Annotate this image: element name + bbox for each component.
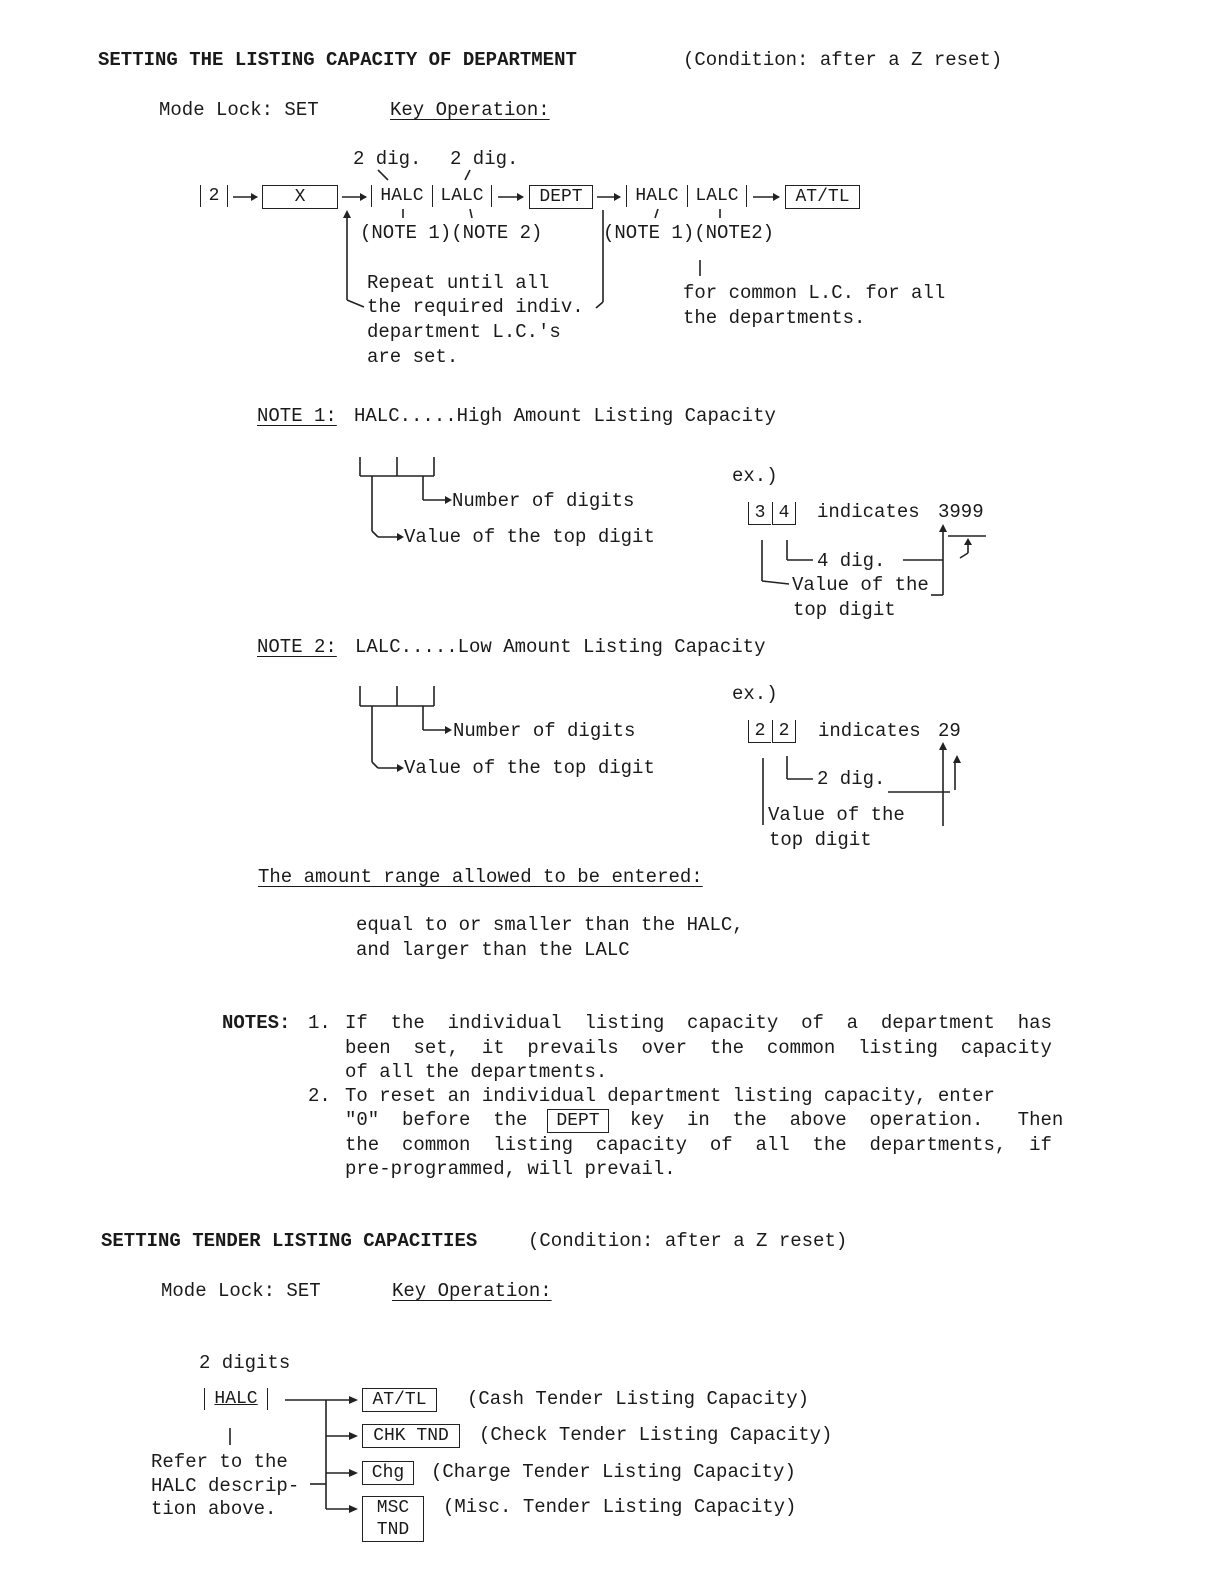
note1-number-of-digits: Number of digits bbox=[452, 490, 635, 512]
section2-refer-line: HALC descrip- bbox=[151, 1475, 300, 1497]
note1-ex-key-a: 3 bbox=[748, 502, 771, 525]
key-attl: AT/TL bbox=[785, 185, 860, 209]
section1-title: SETTING THE LISTING CAPACITY OF DEPARTMENT bbox=[98, 49, 577, 71]
notes-1-line: been set, it prevails over the common listing capacity bbox=[345, 1037, 1052, 1059]
tender-desc-cash: (Cash Tender Listing Capacity) bbox=[467, 1388, 810, 1410]
tender-key-misc bbox=[362, 1496, 424, 1542]
section1-condition: (Condition: after a Z reset) bbox=[683, 49, 1003, 71]
note2-indicates: indicates bbox=[818, 720, 921, 742]
note1-ex-key-b: 4 bbox=[772, 502, 796, 525]
key-2: 2 bbox=[200, 185, 228, 207]
section2-refer-line: tion above. bbox=[151, 1498, 277, 1520]
notes-2-dept-key: DEPT bbox=[547, 1109, 609, 1133]
note-ref-2: (NOTE 1)(NOTE2) bbox=[603, 222, 775, 244]
key-halc-2: HALC bbox=[626, 185, 688, 207]
note1-indicates: indicates bbox=[817, 501, 920, 523]
section2-key-operation: Key Operation: bbox=[392, 1280, 552, 1302]
note1-top-digit: top digit bbox=[793, 599, 896, 621]
section2-title: SETTING TENDER LISTING CAPACITIES bbox=[101, 1230, 478, 1252]
tender-key-cash: AT/TL bbox=[362, 1388, 437, 1412]
section2-refer-line: Refer to the bbox=[151, 1451, 288, 1473]
range-line-2: and larger than the LALC bbox=[356, 939, 630, 961]
key-halc: HALC bbox=[371, 185, 433, 207]
note1-value-of-the: Value of the bbox=[792, 574, 929, 596]
notes-2-num: 2. bbox=[308, 1085, 331, 1107]
note1-dig-text: 4 dig. bbox=[817, 550, 886, 572]
note2-ex-label: ex.) bbox=[732, 683, 778, 705]
note2-value-of-the: Value of the bbox=[768, 804, 905, 826]
note1-ex-label: ex.) bbox=[732, 465, 778, 487]
section1-key-operation: Key Operation: bbox=[390, 99, 550, 121]
note2-ex-key-b: 2 bbox=[772, 720, 796, 743]
note2-dig-text: 2 dig. bbox=[817, 768, 886, 790]
dig-label-lalc: 2 dig. bbox=[450, 148, 519, 170]
note2-top-digit: top digit bbox=[769, 829, 872, 851]
note1-label: NOTE 1: bbox=[257, 405, 337, 427]
tender-key-misc-line1: MSC bbox=[376, 1498, 410, 1518]
range-heading: The amount range allowed to be entered: bbox=[258, 866, 703, 888]
section2-halc-key: HALC bbox=[204, 1388, 268, 1410]
key-x: X bbox=[262, 185, 338, 209]
note1-value-top-digit: Value of the top digit bbox=[404, 526, 655, 548]
notes-1-line: of all the departments. bbox=[345, 1061, 608, 1083]
notes-2-line: the common listing capacity of all the departments, if bbox=[345, 1134, 1052, 1156]
repeat-line: department L.C.'s bbox=[367, 321, 561, 343]
tender-key-misc-line2: TND bbox=[376, 1520, 410, 1540]
section2-mode-lock: Mode Lock: SET bbox=[161, 1280, 321, 1302]
common-line: the departments. bbox=[683, 307, 866, 329]
notes-2-line: "0" before the bbox=[345, 1109, 528, 1131]
notes-2-line: pre-programmed, will prevail. bbox=[345, 1158, 676, 1180]
notes-2-line: To reset an individual department listing capacity, enter bbox=[345, 1085, 995, 1107]
section1-mode-lock: Mode Lock: SET bbox=[159, 99, 319, 121]
tender-key-charge: Chg bbox=[362, 1461, 414, 1485]
section2-digits: 2 digits bbox=[199, 1352, 291, 1374]
tender-desc-misc: (Misc. Tender Listing Capacity) bbox=[443, 1496, 797, 1518]
section2-condition: (Condition: after a Z reset) bbox=[528, 1230, 848, 1252]
note2-number-of-digits: Number of digits bbox=[453, 720, 636, 742]
key-lalc: LALC bbox=[433, 185, 492, 207]
repeat-line: the required indiv. bbox=[367, 296, 584, 318]
tender-desc-check: (Check Tender Listing Capacity) bbox=[479, 1424, 833, 1446]
note2-value-top-digit: Value of the top digit bbox=[404, 757, 655, 779]
notes-1-num: 1. bbox=[308, 1012, 331, 1034]
key-lalc-2: LALC bbox=[688, 185, 747, 207]
dig-label-halc: 2 dig. bbox=[353, 148, 422, 170]
note1-result: 3999 bbox=[938, 501, 984, 523]
key-dept: DEPT bbox=[529, 185, 593, 209]
notes-1-line: If the individual listing capacity of a department has bbox=[345, 1012, 1052, 1034]
note1-text: HALC.....High Amount Listing Capacity bbox=[354, 405, 776, 427]
note2-result: 29 bbox=[938, 720, 961, 742]
notes-label: NOTES: bbox=[222, 1012, 291, 1034]
common-line: for common L.C. for all bbox=[683, 282, 946, 304]
range-line-1: equal to or smaller than the HALC, bbox=[356, 914, 744, 936]
repeat-line: Repeat until all bbox=[367, 272, 550, 294]
repeat-line: are set. bbox=[367, 346, 459, 368]
notes-2-line: key in the above operation. Then bbox=[630, 1109, 1064, 1131]
note2-text: LALC.....Low Amount Listing Capacity bbox=[355, 636, 766, 658]
tender-desc-charge: (Charge Tender Listing Capacity) bbox=[431, 1461, 796, 1483]
note2-label: NOTE 2: bbox=[257, 636, 337, 658]
note-ref-1: (NOTE 1)(NOTE 2) bbox=[360, 222, 543, 244]
tender-key-check: CHK TND bbox=[362, 1424, 460, 1448]
note2-ex-key-a: 2 bbox=[748, 720, 771, 743]
